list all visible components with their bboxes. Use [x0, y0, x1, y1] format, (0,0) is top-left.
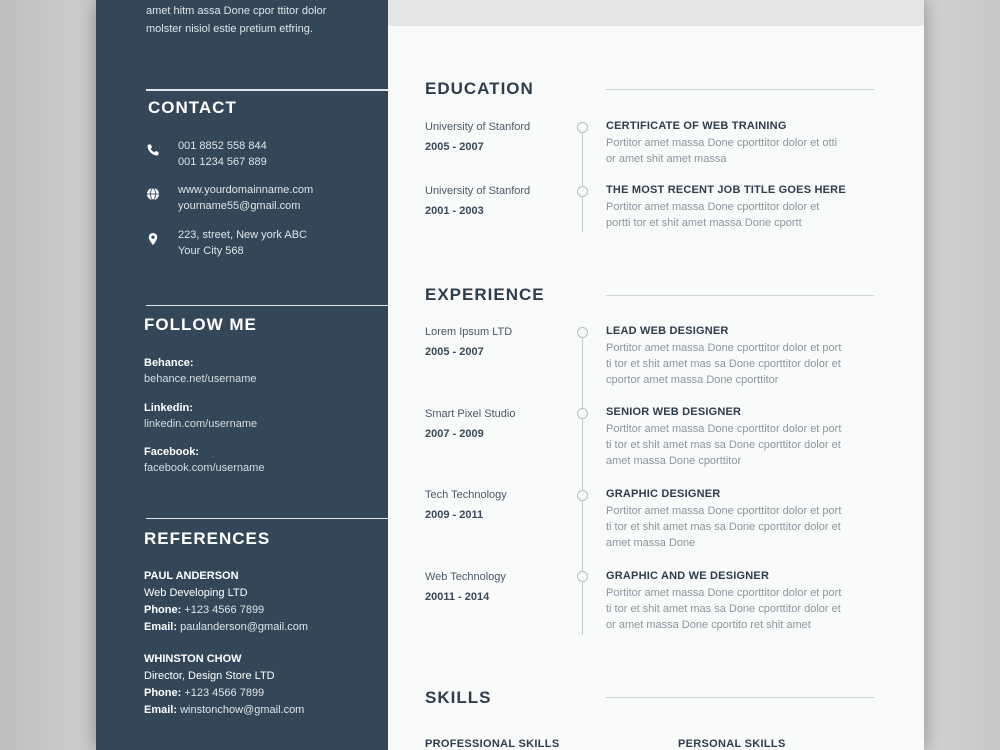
globe-icon: [146, 187, 160, 201]
skills-rule: [606, 697, 874, 698]
experience-entry-1: LEAD WEB DESIGNER Portitor amet massa Done cporttitor dolor et port ti tor et shit amet mas sa Done cporttitor dolor et cportor amet massa Done cporttitor: [606, 325, 842, 386]
header-band: [388, 0, 924, 26]
experience-entry-4: GRAPHIC AND WE DESIGNER Portitor amet massa Done cporttitor dolor et port ti tor et shit amet mas sa Done cporttitor dolor et or amet massa Done cportito ret shit amet: [606, 570, 842, 631]
experience-heading: EXPERIENCE: [425, 285, 545, 304]
follow-divider: [146, 305, 388, 306]
linkedin-link[interactable]: linkedin.com/username: [144, 418, 258, 430]
phone-icon: [146, 143, 160, 157]
contact-heading: CONTACT: [148, 98, 237, 117]
experience-entry-3: GRAPHIC DESIGNER Portitor amet massa Done cporttitor dolor et port ti tor et shit amet mas sa Done cporttitor dolor et amet massa Done: [606, 488, 842, 549]
resume-page: [96, 0, 924, 750]
contact-phone: [146, 138, 386, 172]
reference-1: PAUL ANDERSON Web Developing LTD Phone: +123 4566 7899 Email: paulanderson@gmail.com: [144, 570, 309, 633]
education-entry-2: THE MOST RECENT JOB TITLE GOES HERE Portitor amet massa Done cporttitor dolor et portti tor et shit amet massa Done cportt: [606, 184, 846, 229]
behance-link[interactable]: behance.net/username: [144, 373, 257, 385]
skills-heading: SKILLS: [425, 688, 492, 707]
intro-text: amet hitm assa Done cpor ttitor dolor molster nisiol estie pretium etfring.: [146, 5, 327, 35]
contact-address: [146, 227, 386, 261]
timeline-node: [577, 408, 588, 419]
website: www.yourdomainname.com: [178, 184, 314, 196]
address-line-2: Your City 568: [178, 245, 244, 257]
timeline-node: [577, 327, 588, 338]
follow-behance: Behance: behance.net/username: [144, 355, 384, 387]
location-pin-icon: [146, 232, 160, 246]
timeline-node: [577, 122, 588, 133]
timeline-node: [577, 186, 588, 197]
experience-entry-4-meta: Web Technology 20011 - 2014: [425, 571, 506, 603]
education-heading: EDUCATION: [425, 79, 534, 98]
experience-timeline: [582, 330, 583, 635]
main-content: [388, 0, 924, 750]
contact-divider: [146, 89, 388, 91]
contact-web: [146, 182, 386, 216]
email: yourname55@gmail.com: [178, 200, 301, 212]
experience-entry-3-meta: Tech Technology 2009 - 2011: [425, 489, 507, 521]
address-line-1: 223, street, New york ABC: [178, 229, 307, 241]
background-right: [924, 0, 1000, 750]
personal-skills-heading: PERSONAL SKILLS: [678, 738, 786, 750]
education-entry-1: CERTIFICATE OF WEB TRAINING Portitor amet massa Done cporttitor dolor et otti or amet shit amet massa: [606, 120, 838, 165]
professional-skills-heading: PROFESSIONAL SKILLS: [425, 738, 560, 750]
experience-entry-2-meta: Smart Pixel Studio 2007 - 2009: [425, 408, 516, 440]
references-heading: REFERENCES: [144, 529, 271, 548]
education-rule: [606, 89, 874, 90]
follow-facebook: Facebook: facebook.com/username: [144, 444, 384, 476]
phone-number-1: 001 8852 558 844: [178, 140, 267, 152]
sidebar: [96, 0, 388, 750]
follow-linkedin: Linkedin: linkedin.com/username: [144, 400, 384, 432]
experience-entry-2: SENIOR WEB DESIGNER Portitor amet massa Done cporttitor dolor et port ti tor et shit amet mas sa Done cporttitor dolor et amet massa Done cporttitor: [606, 406, 842, 467]
education-entry-2-meta: University of Stanford 2001 - 2003: [425, 185, 531, 217]
facebook-link[interactable]: facebook.com/username: [144, 462, 265, 474]
education-timeline: [582, 127, 583, 232]
experience-entry-1-meta: Lorem Ipsum LTD 2005 - 2007: [425, 326, 513, 358]
follow-heading: FOLLOW ME: [144, 315, 257, 334]
reference-2: WHINSTON CHOW Director, Design Store LTD Phone: +123 4566 7899 Email: winstonchow@gmail.com: [144, 653, 305, 716]
phone-number-2: 001 1234 567 889: [178, 156, 267, 168]
timeline-node: [577, 490, 588, 501]
education-entry-1-meta: University of Stanford 2005 - 2007: [425, 121, 531, 153]
timeline-node: [577, 571, 588, 582]
background-left: [0, 0, 96, 750]
references-divider: [146, 518, 388, 519]
experience-rule: [606, 295, 874, 296]
